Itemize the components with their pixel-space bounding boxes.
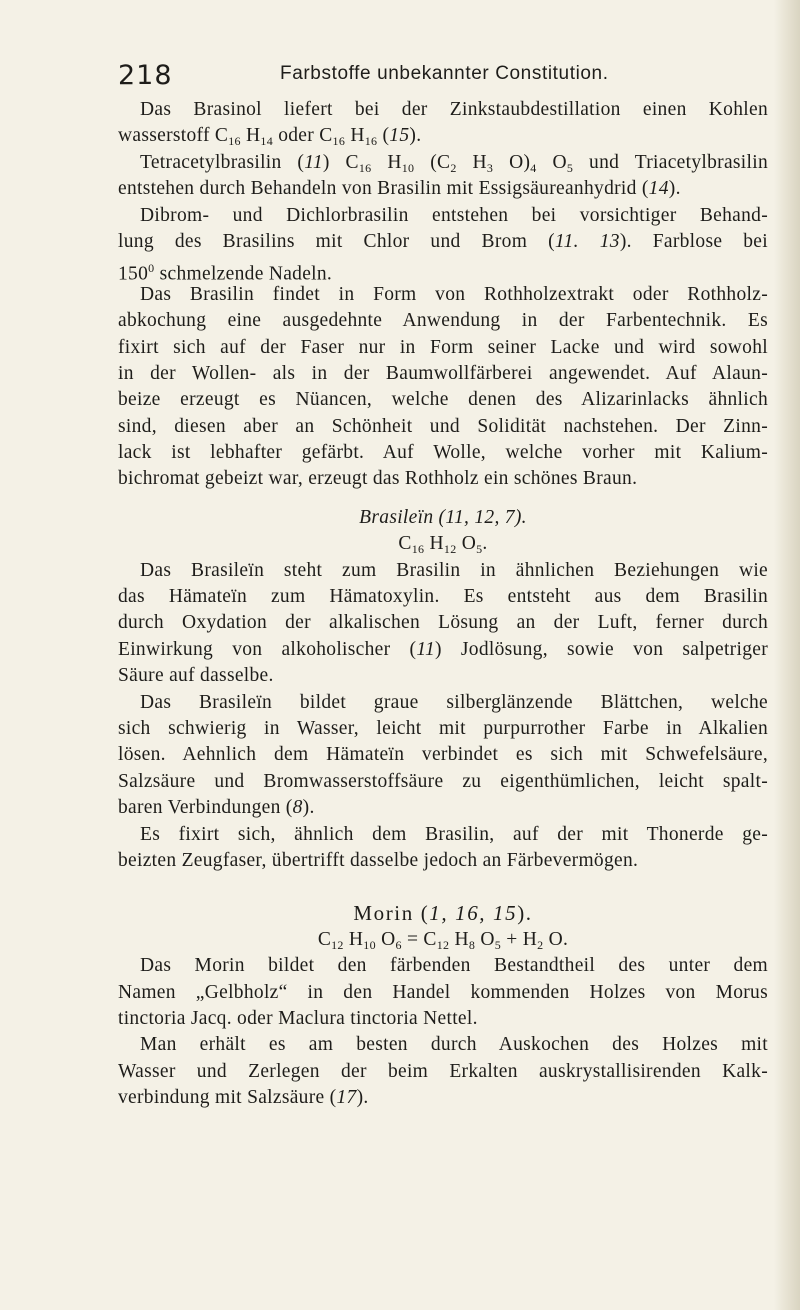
text-line: Es fixirt sich, ähnlich dem Brasilin, auf der mit Thonerde ge- [140,823,768,845]
text-line: Das Brasileïn steht zum Brasilin in ähnlichen Beziehungen wie [140,559,768,581]
text-line: lung des Brasilins mit Chlor und Brom (11. 13). Farblose bei [118,230,768,252]
body-text [118,97,768,1111]
text-line: wasserstoff $C_{16}$ $H_{14}$ oder $C_{16}$ $H_{16}$ (15). [118,125,422,149]
section-heading-line: $C_{16}$ $H_{12}$ $O_5$. [398,533,488,557]
text-line: sind, diesen aber an Schönheit und Solidität nachstehen. Der Zinn- [118,415,768,437]
page-edge-shadow [774,0,800,1310]
section-heading-line: Morin (1, 16, 15). [353,901,533,926]
text-line: in der Wollen- als in der Baumwollfärberei angewendet. Auf Alaun- [118,362,768,384]
text-line: Namen „Gelbholz“ in den Handel kommenden Holzes von Morus [118,981,768,1003]
text-line: abkochung eine ausgedehnte Anwendung in der Farbentechnik. Es [118,310,768,332]
text-line: fixirt sich auf der Faser nur in Form seiner Lacke und wird sowohl [118,336,768,358]
text-line: Einwirkung von alkoholischer (11) Jodlösung, sowie von salpetriger [118,638,768,660]
text-line: sich schwierig in Wasser, leicht mit purpurrother Farbe in Alkalien [118,717,768,739]
text-line: tinctoria Jacq. oder Maclura tinctoria Nettel. [118,1007,478,1029]
text-line: Das Brasilin findet in Form von Rothholzextrakt oder Rothholz- [140,283,768,305]
spacer [118,493,768,505]
text-line: verbindung mit Salzsäure (17). [118,1087,369,1109]
text-line: Das Brasileïn bildet graue silberglänzende Blättchen, welche [140,691,768,713]
text-line: Das Brasinol liefert bei der Zinkstaubdestillation einen Kohlen [140,99,768,120]
page-header [118,60,738,94]
page-number: 218 [118,60,173,91]
text-line: lösen. Aehnlich dem Hämateïn verbindet es sich mit Schwefelsäure, [118,744,768,766]
text-line: lack ist lebhafter gefärbt. Auf Wolle, welche vorher mit Kalium- [118,442,768,464]
text-line: durch Oxydation der alkalischen Lösung an der Luft, ferner durch [118,612,768,634]
running-title: Farbstoffe unbekannter Constitution. [280,63,609,84]
text-line: baren Verbindungen (8). [118,797,315,819]
section-heading-line: $C_{12}$ $H_{10}$ $O_6 = C_{12}$ $H_8$ $O_5 + H_2$ O. [317,928,569,952]
text-line: Wasser und Zerlegen der beim Erkalten auskrystallisirenden Kalk- [118,1060,768,1082]
spacer [118,874,768,900]
text-line: bichromat gebeizt war, erzeugt das Rothholz ein schönes Braun. [118,468,638,490]
text-line: $150^0$ schmelzende Nadeln. [118,261,333,285]
text-line: Tetracetylbrasilin (11) $C_{16}$ $H_{10}$ ($C_2$ $H_3$ $O)_4$ $O_5$ und Triacetylbrasilin [140,151,769,175]
text-line: Man erhält es am besten durch Auskochen des Holzes mit [140,1034,768,1056]
text-line: das Hämateïn zum Hämatoxylin. Es entsteht aus dem Brasilin [118,586,768,608]
text-line: Säure auf dasselbe. [118,665,274,687]
text-line: Salzsäure und Bromwasserstoffsäure zu eigenthümlichen, leicht spalt- [118,770,768,792]
text-line: beizten Zeugfaser, übertrifft dasselbe jedoch an Färbevermögen. [118,849,639,871]
text-line: entstehen durch Behandeln von Brasilin mit Essigsäureanhydrid (14). [118,178,681,200]
text-line: Dibrom- und Dichlorbrasilin entstehen bei vorsichtiger Behand- [140,204,768,226]
text-line: beize erzeugt es Nüancen, welche denen des Alizarinlacks ähnlich [118,389,768,411]
text-line: Das Morin bildet den färbenden Bestandtheil des unter dem [140,955,768,977]
section-heading-line: Brasileïn (11, 12, 7). [359,506,527,528]
